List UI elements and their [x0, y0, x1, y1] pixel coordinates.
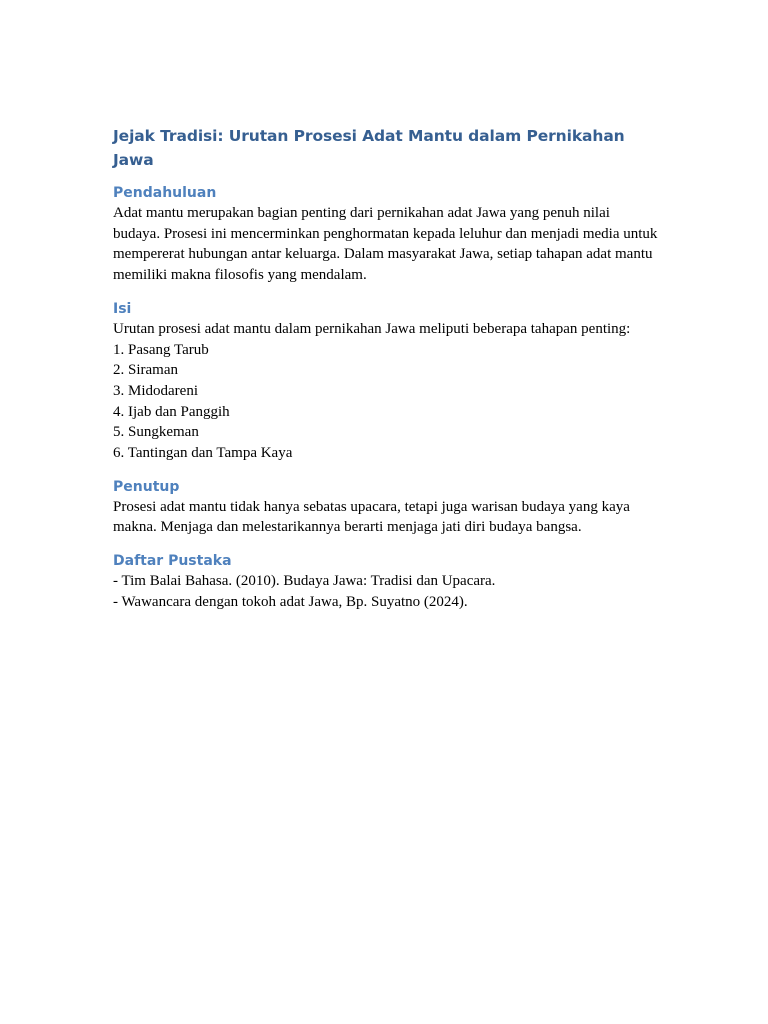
section-isi: [113, 299, 658, 464]
section-paragraph: Prosesi adat mantu tidak hanya sebatas upacara, tetapi juga warisan budaya yang kaya makna. Menjaga dan melestarikannya berarti menjaga jati diri budaya bangsa.: [113, 498, 630, 536]
section-heading: Pendahuluan: [113, 185, 217, 201]
reference-item: - Tim Balai Bahasa. (2010). Budaya Jawa: Tradisi dan Upacara.: [113, 573, 496, 590]
section-heading: Penutup: [113, 478, 180, 495]
section-heading: Isi: [113, 300, 132, 317]
section-pendahuluan: [113, 183, 658, 286]
document-page: [113, 124, 658, 626]
section-heading: Daftar Pustaka: [113, 553, 232, 570]
list-item: 5. Sungkeman: [113, 424, 199, 441]
section-paragraph: Adat mantu merupakan bagian penting dari pernikahan adat Jawa yang penuh nilai budaya. Prosesi ini mencerminkan penghormatan kepada leluhur dan menjadi media untuk mempererat hubungan antar keluarga. Dalam masyarakat Jawa, setiap tahapan adat mantu memiliki makna filosofis yang mendalam.: [113, 205, 658, 284]
section-daftar-pustaka: [113, 551, 658, 612]
list-item: 1. Pasang Tarub: [113, 341, 209, 358]
reference-item: - Wawancara dengan tokoh adat Jawa, Bp. Suyatno (2024).: [113, 593, 468, 610]
list-item: 3. Midodareni: [113, 382, 198, 399]
section-intro: Urutan prosesi adat mantu dalam pernikahan Jawa meliputi beberapa tahapan penting:: [113, 320, 631, 337]
document-title: Jejak Tradisi: Urutan Prosesi Adat Mantu dalam Pernikahan Jawa: [113, 127, 625, 169]
list-item: 2. Siraman: [113, 362, 178, 379]
list-item: 6. Tantingan dan Tampa Kaya: [113, 445, 293, 462]
list-item: 4. Ijab dan Panggih: [113, 403, 230, 420]
section-penutup: [113, 477, 658, 538]
